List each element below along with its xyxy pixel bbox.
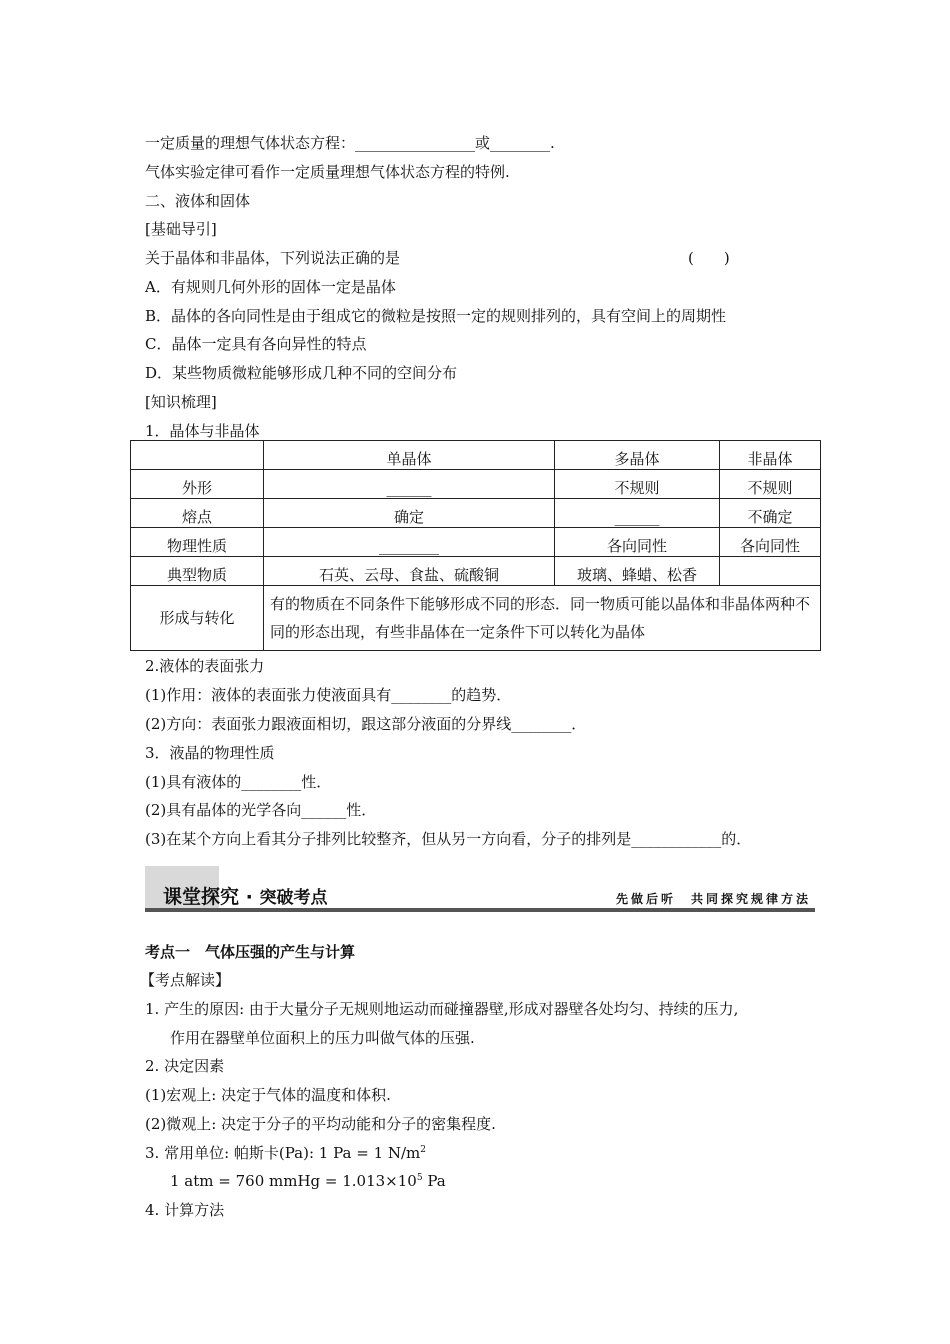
atm-line [170, 1171, 446, 1191]
table-cell: ______ [264, 470, 555, 499]
item-surface-tension: 2.液体的表面张力 [145, 657, 265, 675]
table-cell: 玻璃、蜂蜡、松香 [555, 557, 720, 586]
table-row [131, 528, 821, 557]
cause-line-2: 作用在器壁单位面积上的压力叫做气体的压强. [170, 1029, 475, 1047]
table-header-row [131, 441, 821, 470]
banner-tagline: 先做后听 共同探究规律方法 [615, 892, 811, 906]
option-d: D．某些物质微粒能够形成几种不同的空间分布 [145, 364, 458, 382]
table-cell: 形成与转化 [131, 586, 264, 651]
units-line [145, 1143, 426, 1163]
table-header-cell: 非晶体 [720, 441, 821, 470]
table-cell-merged: 有的物质在不同条件下能够形成不同的形态．同一物质可能以晶体和非晶体两种不同的形态出现，有些非晶体在一定条件下可以转化为晶体 [264, 586, 821, 651]
table-cell [720, 557, 821, 586]
liquid-crystal-property-1: (1)具有液体的________性． [145, 773, 332, 791]
liquid-crystal-property-3: (3)在某个方向上看其分子排列比较整齐，但从另一方向看，分子的排列是____________的． [145, 830, 752, 848]
guide-label: [基础导引] [145, 220, 217, 238]
banner-subtitle: 突破考点 [259, 888, 328, 908]
question-stem: 关于晶体和非晶体，下列说法正确的是 [145, 249, 401, 267]
table-cell: 不确定 [720, 499, 821, 528]
option-c: C．晶体一定具有各向异性的特点 [145, 335, 367, 353]
factor-macro: (1)宏观上: 决定于气体的温度和体积. [145, 1086, 391, 1104]
banner-dot: · [245, 886, 253, 908]
gas-law-note: 气体实验定律可看作一定质量理想气体状态方程的特例. [145, 163, 510, 181]
answer-paren: ( ) [688, 249, 730, 267]
item-crystal-heading: 1．晶体与非晶体 [145, 422, 260, 440]
knowledge-label: [知识梳理] [145, 393, 217, 411]
table-cell: 熔点 [131, 499, 264, 528]
table-header-cell: 单晶体 [264, 441, 555, 470]
banner-title-main: 课堂探究 [163, 886, 240, 908]
table-row [131, 499, 821, 528]
table-header-cell [131, 441, 264, 470]
table-row [131, 557, 821, 586]
method-heading: 4. 计算方法 [145, 1201, 225, 1219]
table-cell: 物理性质 [131, 528, 264, 557]
topic-heading: 考点一 气体压强的产生与计算 [145, 943, 356, 961]
table-header-cell: 多晶体 [555, 441, 720, 470]
table-cell: 典型物质 [131, 557, 264, 586]
atm-unit: Pa [422, 1172, 446, 1190]
units-exponent: 2 [420, 1145, 427, 1155]
item-liquid-crystal: 3．液晶的物理性质 [145, 744, 275, 762]
option-b: B．晶体的各向同性是由于组成它的微粒是按照一定的规则排列的，具有空间上的周期性 [145, 307, 727, 325]
table-cell: 外形 [131, 470, 264, 499]
units-text: 3. 常用单位: 帕斯卡(Pa): 1 Pa = 1 N/m [145, 1144, 421, 1162]
liquid-crystal-property-2: (2)具有晶体的光学各向______性． [145, 801, 377, 819]
question-text [145, 248, 400, 268]
table-cell: ________ [264, 528, 555, 557]
table-row [131, 470, 821, 499]
ideal-gas-equation-line: 一定质量的理想气体状态方程：________________或________. [145, 134, 555, 152]
table-row [131, 586, 821, 651]
banner-underline [145, 908, 815, 912]
factors-heading: 2. 决定因素 [145, 1057, 225, 1075]
table-cell: ______ [555, 499, 720, 528]
table-cell: 各向同性 [720, 528, 821, 557]
crystal-table [130, 440, 821, 651]
surface-tension-effect: (1)作用：液体的表面张力使液面具有________的趋势． [145, 686, 512, 704]
table-cell: 确定 [264, 499, 555, 528]
table-cell: 不规则 [555, 470, 720, 499]
table-cell: 各向同性 [555, 528, 720, 557]
option-a: A．有规则几何外形的固体一定是晶体 [145, 278, 396, 296]
section-banner [145, 866, 815, 914]
factor-micro: (2)微观上: 决定于分子的平均动能和分子的密集程度. [145, 1115, 496, 1133]
table-cell: 石英、云母、食盐、硫酸铜 [264, 557, 555, 586]
section-heading-liquid-solid: 二、液体和固体 [145, 192, 251, 210]
topic-label: 【考点解读】 [140, 971, 231, 989]
atm-exponent: 5 [416, 1173, 423, 1183]
cause-line-1: 1. 产生的原因: 由于大量分子无规则地运动而碰撞器壁,形成对器壁各处均匀、持续的压力, [145, 1000, 739, 1018]
surface-tension-direction: (2)方向：表面张力跟液面相切，跟这部分液面的分界线________． [145, 715, 587, 733]
table-cell: 不规则 [720, 470, 821, 499]
atm-text: 1 atm = 760 mmHg = 1.013×10 [170, 1172, 417, 1190]
banner-title [163, 882, 327, 909]
